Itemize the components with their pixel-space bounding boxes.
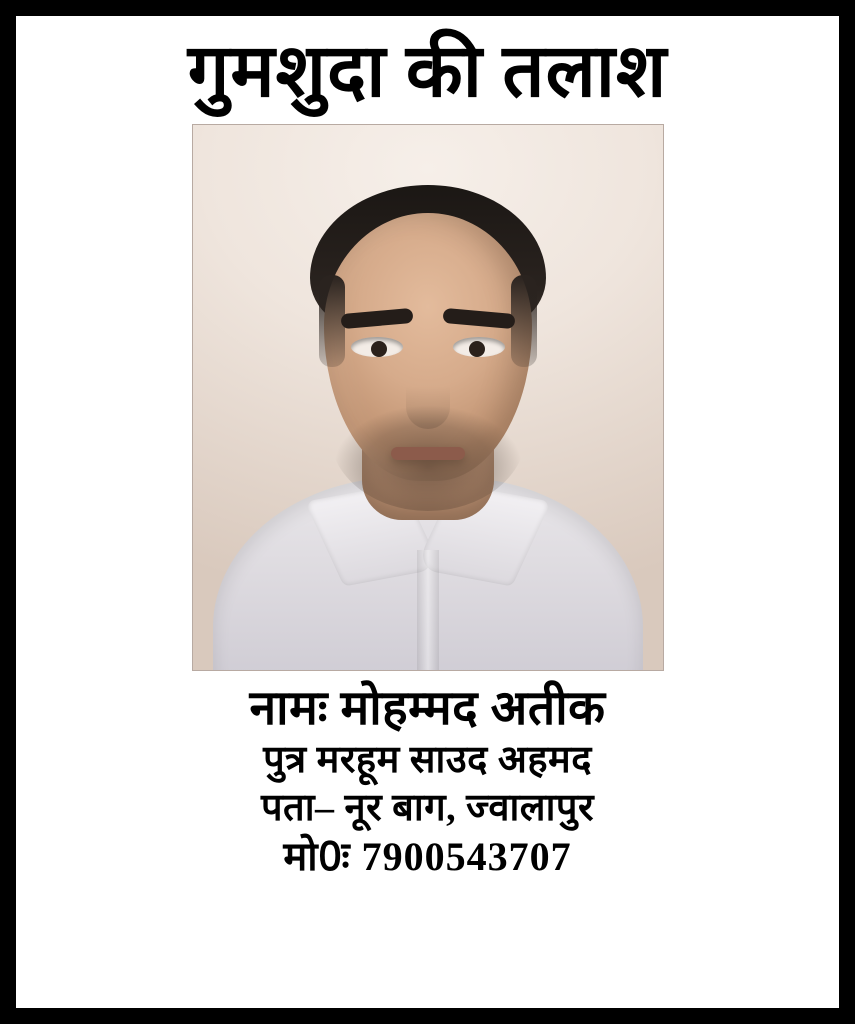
father-name: पुत्र मरहूम साउद अहमद: [263, 739, 592, 782]
missing-person-photo: [192, 124, 664, 671]
poster-inner-frame: [12, 12, 843, 1012]
mouth-shape: [391, 447, 465, 460]
pupil-right-shape: [469, 341, 485, 357]
details-block: [26, 681, 829, 883]
contact-phone: मो0ः 7900543707: [283, 834, 572, 880]
person-name: नामः मोहम्मद अतीक: [249, 681, 606, 735]
pupil-left-shape: [371, 341, 387, 357]
nose-shape: [406, 357, 450, 429]
photo-canvas: [193, 125, 663, 670]
address: पता– नूर बाग, ज्वालापुर: [260, 786, 595, 829]
page-title: गुमशुदा की तलाश: [187, 31, 668, 113]
shirt-placket-shape: [417, 550, 439, 670]
